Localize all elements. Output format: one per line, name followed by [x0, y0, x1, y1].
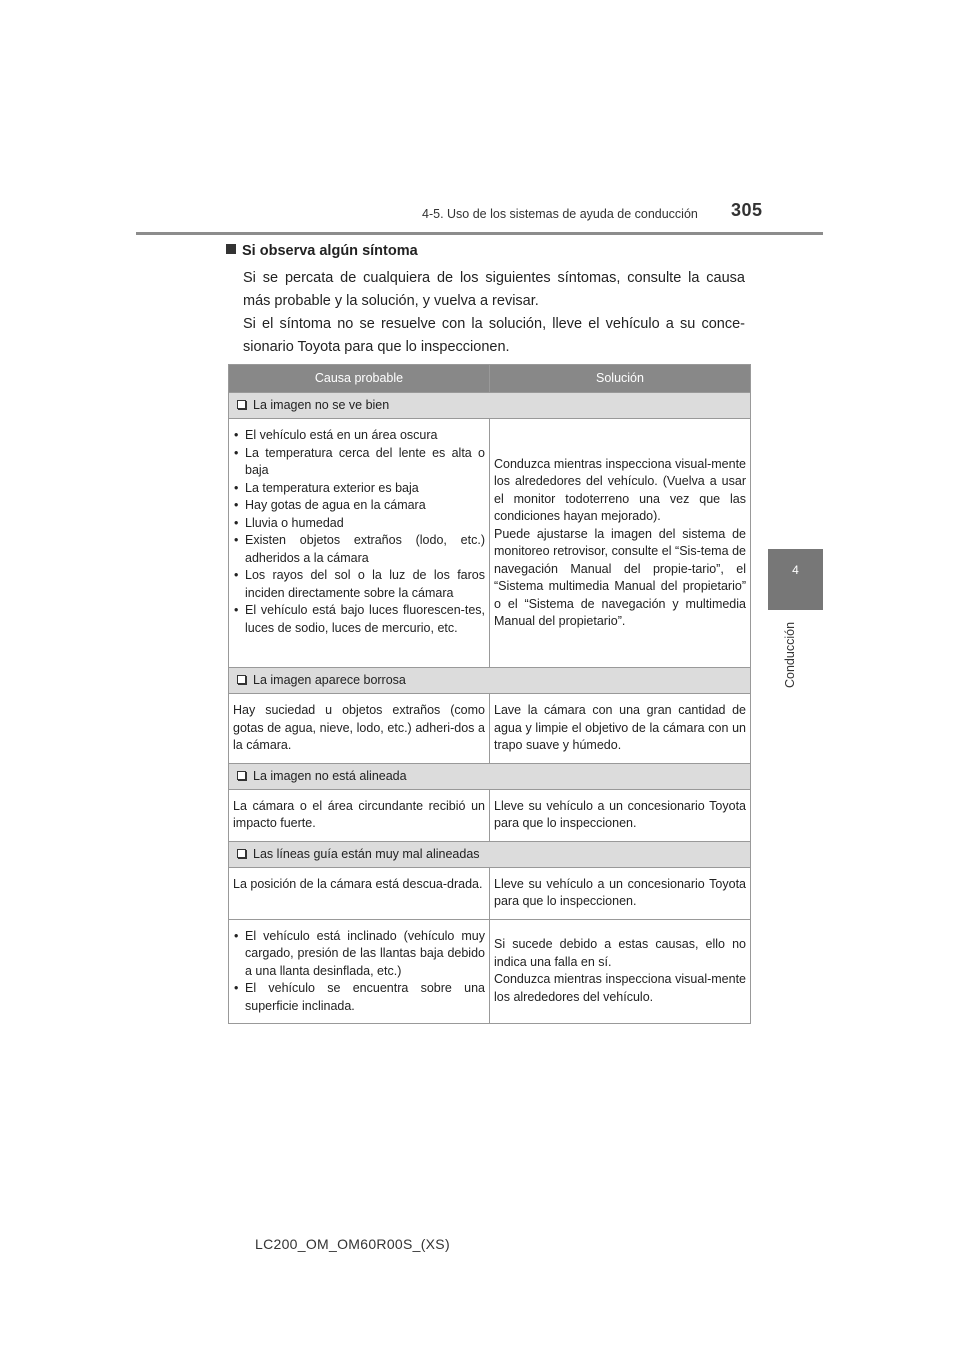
section-heading: [226, 243, 418, 259]
cause-cell: La cámara o el área circundante recibió un impacto fuerte.: [229, 789, 490, 841]
checkbox-icon: [237, 849, 246, 858]
troubleshooting-table: [228, 364, 751, 1024]
solution-cell: Lleve su vehículo a un concesionario Toyota para que lo inspeccionen.: [490, 789, 751, 841]
checkbox-icon: [237, 771, 246, 780]
list-item: • El vehículo está bajo luces fluorescen-tes, luces de sodio, luces de mercurio, etc.: [233, 602, 485, 637]
list-item: • La temperatura cerca del lente es alta o baja: [233, 445, 485, 480]
chapter-number: 4: [792, 563, 799, 577]
list-item: • El vehículo está en un área oscura: [233, 427, 485, 445]
cause-list: [233, 928, 485, 1016]
header-divider: [136, 232, 823, 235]
chapter-label-text: Conducción: [783, 621, 797, 688]
solution-cell: Si sucede debido a estas causas, ello no indica una falla en sí. Conduzca mientras inspecciona visual-mente los alrededores del vehículo.: [490, 919, 751, 1024]
cause-cell: [229, 919, 490, 1024]
chapter-label: [768, 616, 797, 696]
header-solution: Solución: [490, 365, 751, 393]
chapter-tab: [768, 549, 823, 610]
category-label: La imagen aparece borrosa: [253, 673, 406, 687]
checkbox-icon: [237, 675, 246, 684]
list-item: • La temperatura exterior es baja: [233, 480, 485, 498]
table-row: [229, 867, 751, 919]
table-row: [229, 694, 751, 764]
page-number: 305: [731, 200, 763, 220]
category-row: [229, 393, 751, 419]
section-intro: [243, 267, 745, 359]
list-item: • El vehículo se encuentra sobre una superficie inclinada.: [233, 980, 485, 1015]
checkbox-icon: [237, 400, 246, 409]
solution-cell: Lave la cámara con una gran cantidad de agua y limpie el objetivo de la cámara con un trapo suave y húmedo.: [490, 694, 751, 764]
header-cause: Causa probable: [229, 365, 490, 393]
table-header-row: [229, 365, 751, 393]
list-item: • Existen objetos extraños (lodo, etc.) adheridos a la cámara: [233, 532, 485, 567]
running-header-section: 4-5. Uso de los sistemas de ayuda de conducción: [422, 207, 698, 221]
list-item: • Lluvia o humedad: [233, 515, 485, 533]
category-row: [229, 841, 751, 867]
solution-cell: Lleve su vehículo a un concesionario Toyota para que lo inspeccionen.: [490, 867, 751, 919]
intro-paragraph-1: Si se percata de cualquiera de los siguientes síntomas, consulte la causa más probable y la solución, y vuelva a revisar.: [243, 270, 745, 309]
cause-cell: Hay suciedad u objetos extraños (como gotas de agua, nieve, lodo, etc.) adheri-dos a la cámara.: [229, 694, 490, 764]
category-row: [229, 763, 751, 789]
cause-list: [233, 427, 485, 637]
document-code: LC200_OM_OM60R00S_(XS): [255, 1236, 450, 1252]
solution-cell: Conduzca mientras inspecciona visual-mente los alrededores del vehículo. (Vuelva a usar el monitor todoterreno una vez que las condiciones hayan mejorado). Puede ajustarse la imagen del sistema de monitoreo retrovisor, consulte el “Sis-tema de navegación Manual del propie-tario”, el “Sistema multimedia Manual del propietario” o el “Sistema de navegación y multimedia Manual del propietario”.: [490, 419, 751, 668]
cause-cell: [229, 419, 490, 668]
table-row: [229, 919, 751, 1024]
table-row: [229, 789, 751, 841]
category-label: La imagen no se ve bien: [253, 398, 390, 412]
cause-cell: La posición de la cámara está descua-drada.: [229, 867, 490, 919]
table-row: [229, 419, 751, 668]
list-item: • El vehículo está inclinado (vehículo muy cargado, presión de las llantas baja debido a una llanta desinflada, etc.): [233, 928, 485, 981]
square-bullet-icon: [226, 244, 236, 254]
category-label: La imagen no está alineada: [253, 768, 407, 783]
category-label: Las líneas guía están muy mal alineadas: [253, 846, 480, 861]
list-item: • Los rayos del sol o la luz de los faros inciden directamente sobre la cámara: [233, 567, 485, 602]
list-item: • Hay gotas de agua en la cámara: [233, 497, 485, 515]
section-heading-text: Si observa algún síntoma: [242, 243, 418, 259]
intro-paragraph-2: Si el síntoma no se resuelve con la solución, lleve el vehículo a su conce-sionario Toyota para que lo inspeccionen.: [243, 316, 745, 355]
category-row: [229, 668, 751, 694]
